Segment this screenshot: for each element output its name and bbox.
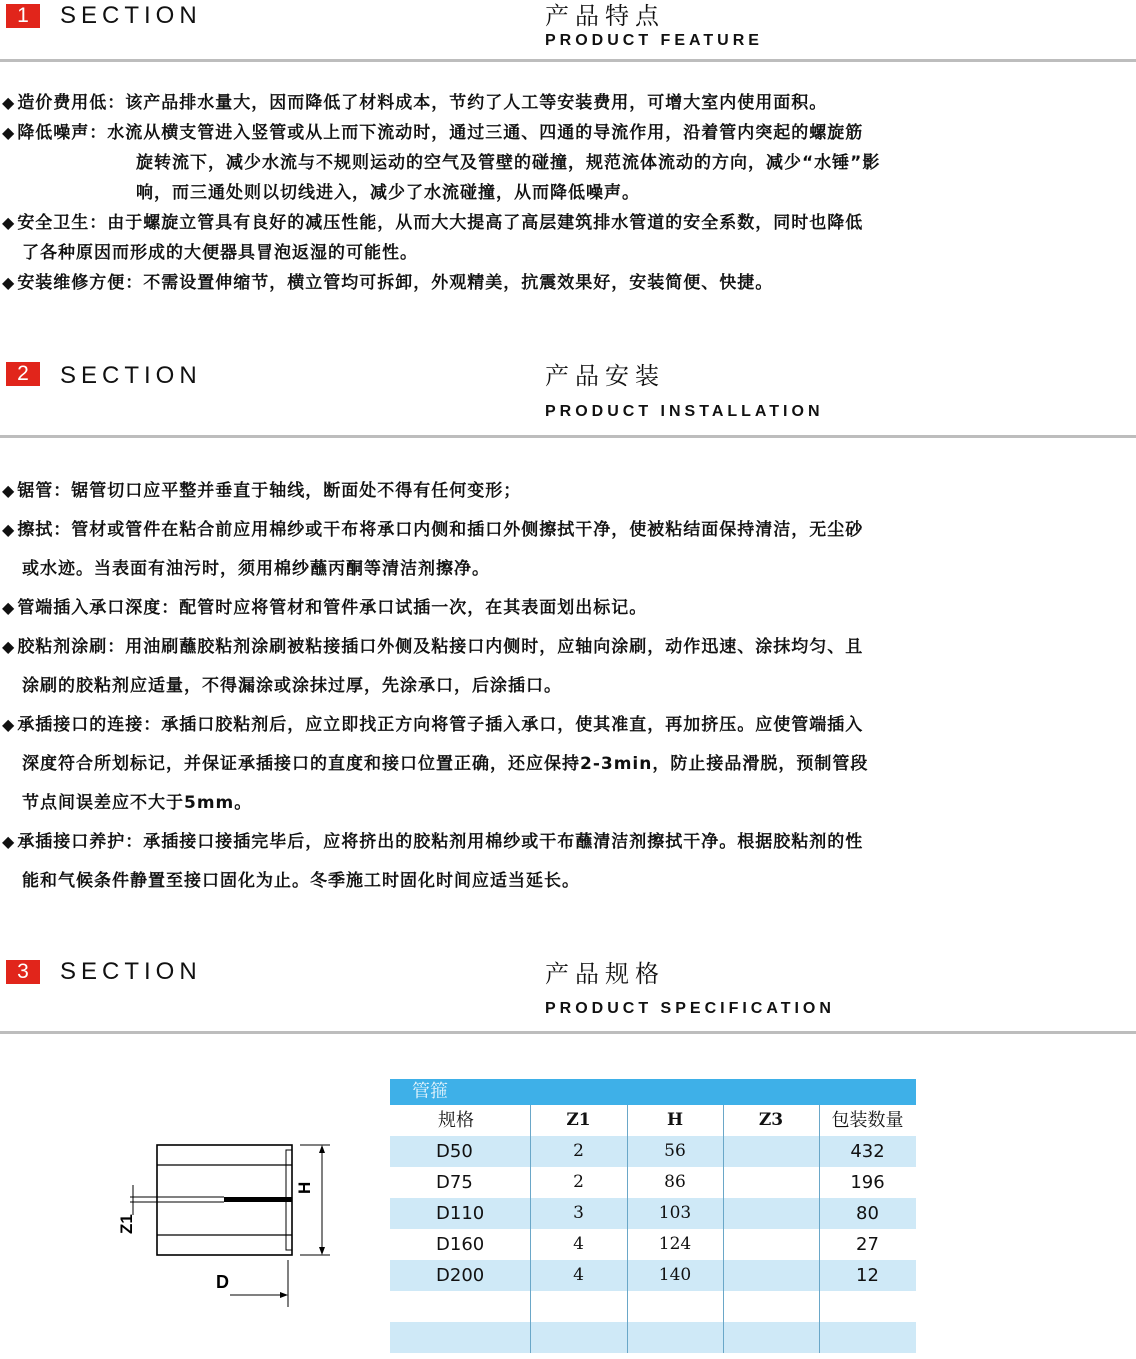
table-header-cell: Z1 bbox=[566, 1110, 591, 1130]
table-cell: D160 bbox=[436, 1234, 485, 1255]
section-2-number: 2 bbox=[6, 362, 40, 386]
table-cell: D110 bbox=[436, 1203, 485, 1224]
section-1-number: 1 bbox=[6, 4, 40, 28]
h-dim-arrow-bottom-icon bbox=[319, 1247, 325, 1255]
table-column-separator bbox=[723, 1291, 724, 1322]
table-cell bbox=[390, 1291, 530, 1322]
diamond-bullet-icon: ◆ bbox=[2, 481, 16, 500]
table-column-separator bbox=[819, 1322, 820, 1353]
table-column-separator bbox=[627, 1105, 628, 1136]
diamond-bullet-icon: ◆ bbox=[2, 598, 16, 617]
coupling-diagram bbox=[110, 1135, 340, 1315]
table-column-separator bbox=[627, 1167, 628, 1198]
install-6-line-1: ◆ 承插接口养护：承插接口接插完毕后，应将挤出的胶粘剂用棉纱或干布蘸清洁剂擦拭干净。根据胶粘剂的性 bbox=[2, 832, 864, 852]
feature-4-line-1: ◆ 安装维修方便：不需设置伸缩节，横立管均可拆卸，外观精美，抗震效果好，安装简便、快捷。 bbox=[2, 273, 774, 293]
table-cell: 4 bbox=[573, 1265, 584, 1285]
table-cell bbox=[819, 1322, 916, 1353]
table-cell: 2 bbox=[573, 1172, 584, 1192]
table-cell: 103 bbox=[658, 1203, 692, 1223]
section-1-word: SECTION bbox=[60, 2, 202, 29]
z1-dim-label: Z1 bbox=[117, 1214, 136, 1234]
table-cell: 27 bbox=[856, 1234, 879, 1255]
section-1-cn-title: 产品特点 bbox=[545, 2, 665, 30]
section-1-en-title: PRODUCT FEATURE bbox=[545, 32, 763, 49]
table-column-separator bbox=[723, 1136, 724, 1167]
coupling-center-stop bbox=[224, 1197, 292, 1202]
diamond-bullet-icon: ◆ bbox=[2, 832, 16, 851]
install-5-line-1: ◆ 承插接口的连接：承插口胶粘剂后，应立即找正方向将管子插入承口，使其准直，再加挤压。应使管端插入 bbox=[2, 715, 864, 735]
section-3-number: 3 bbox=[6, 960, 40, 984]
table-column-separator bbox=[530, 1260, 531, 1291]
section-1-divider bbox=[0, 59, 1136, 62]
table-column-separator bbox=[819, 1167, 820, 1198]
spec-table-body bbox=[390, 1105, 916, 1353]
table-column-separator bbox=[723, 1322, 724, 1353]
diamond-bullet-icon: ◆ bbox=[2, 715, 16, 734]
table-cell bbox=[530, 1322, 627, 1353]
table-cell bbox=[390, 1322, 530, 1353]
h-dim-label: H bbox=[295, 1181, 314, 1194]
diamond-bullet-icon: ◆ bbox=[2, 273, 16, 292]
table-column-separator bbox=[627, 1322, 628, 1353]
table-column-separator bbox=[723, 1167, 724, 1198]
install-3-line-1: ◆ 管端插入承口深度：配管时应将管材和管件承口试插一次，在其表面划出标记。 bbox=[2, 598, 648, 618]
table-cell bbox=[530, 1291, 627, 1322]
diamond-bullet-icon: ◆ bbox=[2, 93, 16, 112]
table-cell bbox=[723, 1229, 819, 1260]
table-cell: 196 bbox=[850, 1172, 885, 1193]
section-3-word: SECTION bbox=[60, 958, 202, 985]
install-2-line-2: 或水迹。当表面有油污时，须用棉纱蘸丙酮等清洁剂擦净。 bbox=[22, 559, 490, 579]
table-cell: 12 bbox=[856, 1265, 879, 1286]
table-column-separator bbox=[530, 1105, 531, 1136]
table-cell: D50 bbox=[436, 1141, 473, 1162]
table-cell bbox=[627, 1322, 723, 1353]
diamond-bullet-icon: ◆ bbox=[2, 520, 16, 539]
feature-2-line-3: 响，而三通处则以切线进入，减少了水流碰撞，从而降低噪声。 bbox=[136, 183, 640, 203]
install-2-line-1: ◆ 擦拭：管材或管件在粘合前应用棉纱或干布将承口内侧和插口外侧擦拭干净，使被粘结面保持清洁，无尘砂 bbox=[2, 520, 864, 540]
d-dim-label: D bbox=[216, 1272, 229, 1292]
table-column-separator bbox=[819, 1136, 820, 1167]
table-row bbox=[390, 1136, 916, 1167]
spec-table-title: 管箍 bbox=[390, 1079, 916, 1105]
table-cell: 432 bbox=[850, 1141, 885, 1162]
table-column-separator bbox=[627, 1136, 628, 1167]
table-row bbox=[390, 1229, 916, 1260]
install-4-line-1: ◆ 胶粘剂涂刷：用油刷蘸胶粘剂涂刷被粘接插口外侧及粘接口内侧时，应轴向涂刷，动作迅速、涂抹均匀、且 bbox=[2, 637, 864, 657]
section-2-word: SECTION bbox=[60, 362, 202, 389]
table-cell bbox=[723, 1198, 819, 1229]
table-column-separator bbox=[530, 1136, 531, 1167]
table-column-separator bbox=[819, 1229, 820, 1260]
table-cell: 56 bbox=[664, 1141, 686, 1161]
section-3-divider bbox=[0, 1031, 1136, 1034]
install-5-line-3: 节点间误差应不大于5mm。 bbox=[22, 793, 253, 813]
table-column-separator bbox=[819, 1260, 820, 1291]
spec-table-header-row bbox=[390, 1105, 916, 1136]
table-cell: 4 bbox=[573, 1234, 584, 1254]
install-6-line-2: 能和气候条件静置至接口固化为止。冬季施工时固化时间应适当延长。 bbox=[22, 871, 580, 891]
table-header-cell: 规格 bbox=[438, 1110, 474, 1131]
section-2-en-title: PRODUCT INSTALLATION bbox=[545, 403, 824, 420]
table-header-cell: 包装数量 bbox=[831, 1110, 904, 1131]
table-cell: 124 bbox=[658, 1234, 692, 1254]
table-cell bbox=[723, 1136, 819, 1167]
install-4-line-2: 涂刷的胶粘剂应适量，不得漏涂或涂抹过厚，先涂承口，后涂插口。 bbox=[22, 676, 562, 696]
table-column-separator bbox=[819, 1291, 820, 1322]
table-cell: 2 bbox=[573, 1141, 584, 1161]
spec-table bbox=[390, 1079, 916, 1353]
table-cell: 86 bbox=[664, 1172, 686, 1192]
table-column-separator bbox=[530, 1167, 531, 1198]
diamond-bullet-icon: ◆ bbox=[2, 213, 16, 232]
section-3-cn-title: 产品规格 bbox=[545, 960, 665, 988]
install-1-line-1: ◆ 锯管：锯管切口应平整并垂直于轴线，断面处不得有任何变形； bbox=[2, 481, 522, 501]
table-column-separator bbox=[627, 1198, 628, 1229]
table-column-separator bbox=[530, 1291, 531, 1322]
table-cell: 3 bbox=[573, 1203, 584, 1223]
table-column-separator bbox=[530, 1198, 531, 1229]
table-column-separator bbox=[530, 1229, 531, 1260]
install-5-line-2: 深度符合所划标记，并保证承插接口的直度和接口位置正确，还应保持2-3min，防止接品滑脱，预制管段 bbox=[22, 754, 869, 774]
table-column-separator bbox=[819, 1105, 820, 1136]
table-cell bbox=[723, 1291, 819, 1322]
table-column-separator bbox=[530, 1322, 531, 1353]
table-row bbox=[390, 1198, 916, 1229]
section-2-cn-title: 产品安装 bbox=[545, 362, 665, 390]
section-2-divider bbox=[0, 435, 1136, 438]
table-column-separator bbox=[723, 1198, 724, 1229]
feature-1-line-1: ◆ 造价费用低：该产品排水量大，因而降低了材料成本，节约了人工等安装费用，可增大室内使用面积。 bbox=[2, 93, 828, 113]
table-cell bbox=[723, 1322, 819, 1353]
table-column-separator bbox=[627, 1260, 628, 1291]
table-cell bbox=[627, 1291, 723, 1322]
table-cell: D200 bbox=[436, 1265, 485, 1286]
feature-2-line-2: 旋转流下，减少水流与不规则运动的空气及管壁的碰撞，规范流体流动的方向，减少“水锤”影 bbox=[136, 153, 881, 173]
diamond-bullet-icon: ◆ bbox=[2, 123, 16, 142]
feature-3-line-2: 了各种原因而形成的大便器具冒泡返湿的可能性。 bbox=[22, 243, 418, 263]
table-cell bbox=[723, 1260, 819, 1291]
table-column-separator bbox=[819, 1198, 820, 1229]
table-column-separator bbox=[723, 1260, 724, 1291]
table-header-cell: Z3 bbox=[758, 1110, 784, 1130]
table-row bbox=[390, 1167, 916, 1198]
d-dim-arrow-icon bbox=[280, 1292, 288, 1298]
table-row bbox=[390, 1260, 916, 1291]
table-row bbox=[390, 1322, 916, 1353]
table-cell bbox=[819, 1291, 916, 1322]
table-cell: 80 bbox=[856, 1203, 879, 1224]
table-column-separator bbox=[723, 1229, 724, 1260]
table-column-separator bbox=[627, 1229, 628, 1260]
feature-3-line-1: ◆ 安全卫生：由于螺旋立管具有良好的减压性能，从而大大提高了高层建筑排水管道的安全系数，同时也降低 bbox=[2, 213, 864, 233]
table-header-cell: H bbox=[666, 1110, 684, 1130]
h-dim-arrow-top-icon bbox=[319, 1145, 325, 1153]
table-cell bbox=[723, 1167, 819, 1198]
diamond-bullet-icon: ◆ bbox=[2, 637, 16, 656]
section-3-en-title: PRODUCT SPECIFICATION bbox=[545, 1000, 835, 1017]
table-column-separator bbox=[723, 1105, 724, 1136]
table-cell: D75 bbox=[436, 1172, 473, 1193]
feature-2-line-1: ◆ 降低噪声：水流从横支管进入竖管或从上而下流动时，通过三通、四通的导流作用，沿着管内突起的螺旋筋 bbox=[2, 123, 864, 143]
table-row bbox=[390, 1291, 916, 1322]
table-cell: 140 bbox=[658, 1265, 692, 1285]
table-column-separator bbox=[627, 1291, 628, 1322]
